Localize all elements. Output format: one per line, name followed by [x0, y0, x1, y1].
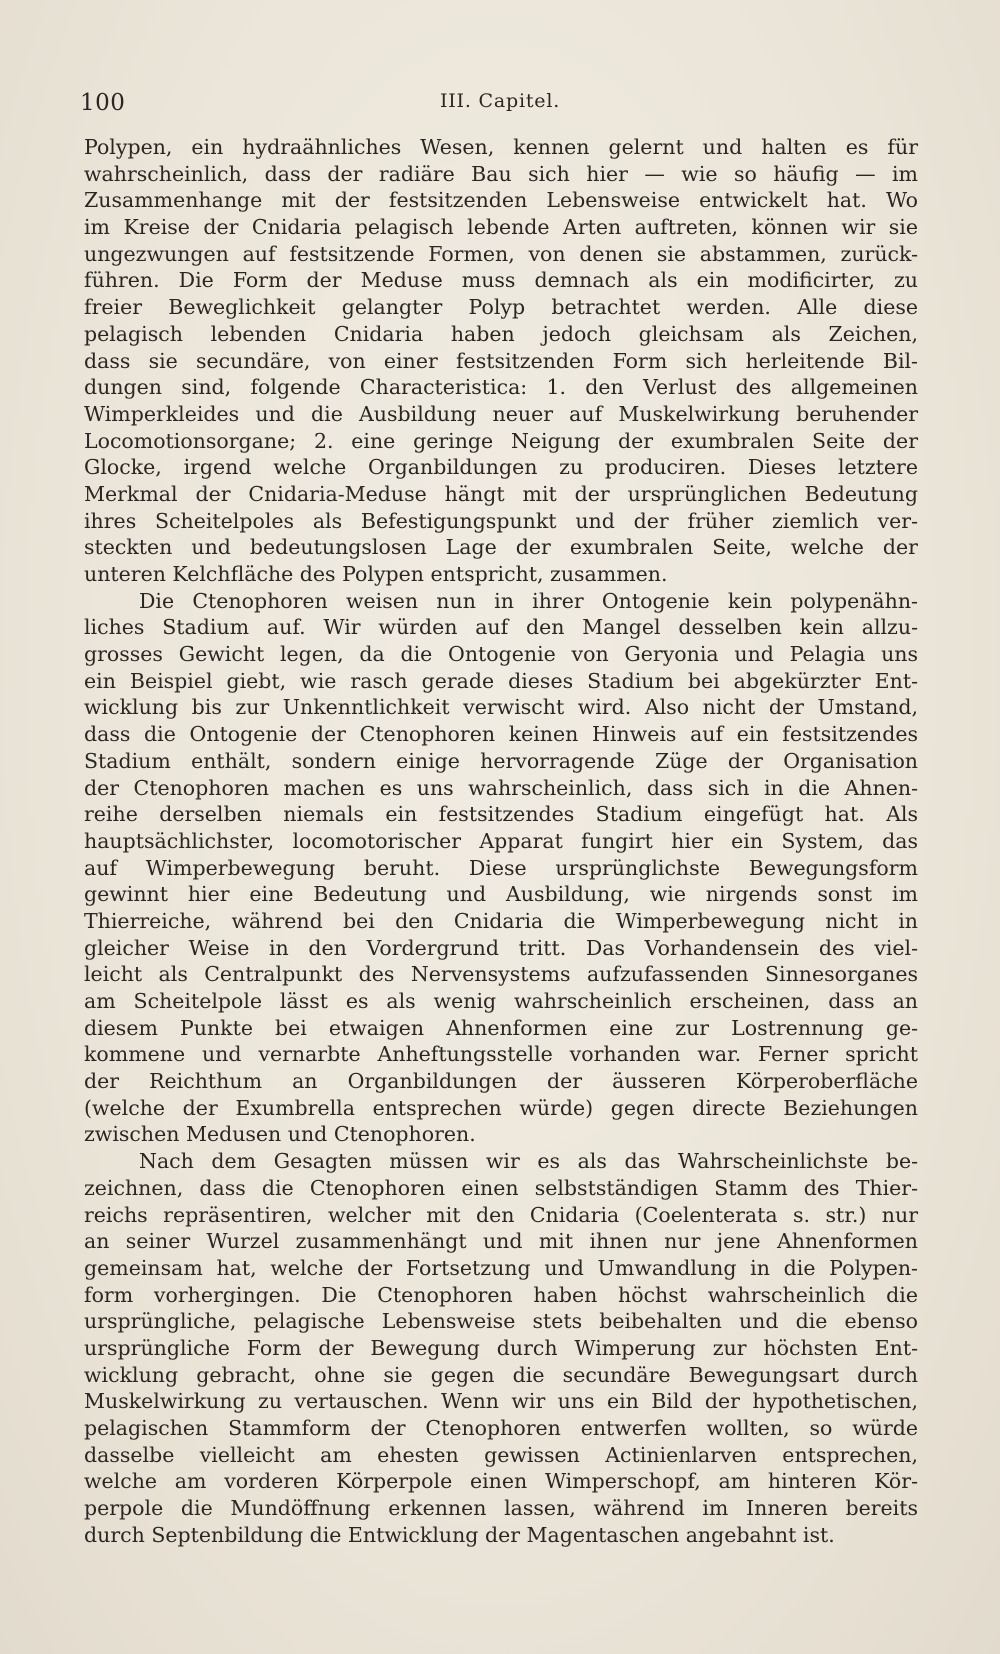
paragraph — [84, 134, 918, 588]
text-line: Muskelwirkung zu vertauschen. Wenn wir uns ein Bild der hypothetischen, — [84, 1389, 918, 1414]
text-line: im Kreise der Cnidaria pelagisch lebende Arten auftreten, können wir sie — [84, 215, 918, 240]
page-header — [80, 90, 920, 120]
paragraph — [84, 1148, 918, 1548]
page-number: 100 — [80, 90, 126, 116]
text-line: perpole die Mundöffnung erkennen lassen, während im Inneren bereits — [84, 1496, 918, 1521]
text-line: Zusammenhange mit der festsitzenden Lebensweise entwickelt hat. Wo — [84, 188, 918, 213]
text-line: Stadium enthält, sondern einige hervorragende Züge der Organisation — [84, 748, 918, 773]
text-line: freier Beweglichkeit gelangter Polyp betrachtet werden. Alle diese — [84, 295, 918, 320]
text-line: gemeinsam hat, welche der Fortsetzung und Umwandlung in die Polypen- — [84, 1255, 918, 1280]
text-line: ein Beispiel giebt, wie rasch gerade dieses Stadium bei abgekürzter Ent- — [84, 668, 918, 693]
text-line: dass die Ontogenie der Ctenophoren keinen Hinweis auf ein festsitzendes — [84, 722, 918, 747]
text-line: wahrscheinlich, dass der radiäre Bau sich hier — wie so häufig — im — [84, 161, 918, 186]
text-line: steckten und bedeutungslosen Lage der exumbralen Seite, welche der — [84, 535, 918, 560]
text-line: hauptsächlichster, locomotorischer Apparat fungirt hier ein System, das — [84, 828, 918, 853]
text-line: Merkmal der Cnidaria-Meduse hängt mit der ursprünglichen Bedeutung — [84, 481, 918, 506]
text-line: wicklung gebracht, ohne sie gegen die secundäre Bewegungsart durch — [84, 1362, 918, 1387]
text-line: gleicher Weise in den Vordergrund tritt. Das Vorhandensein des viel- — [84, 935, 918, 960]
text-line: (welche der Exumbrella entsprechen würde) gegen directe Beziehungen — [84, 1095, 918, 1120]
text-line: auf Wimperbewegung beruht. Diese ursprünglichste Bewegungsform — [84, 855, 918, 880]
text-line: an seiner Wurzel zusammenhängt und mit ihnen nur jene Ahnenformen — [84, 1229, 918, 1254]
body-text — [84, 134, 918, 1548]
text-line: diesem Punkte bei etwaigen Ahnenformen eine zur Lostrennung ge- — [84, 1015, 918, 1040]
text-line: zwischen Medusen und Ctenophoren. — [84, 1122, 476, 1147]
text-line: ihres Scheitelpoles als Befestigungspunkt und der früher ziemlich ver- — [84, 508, 918, 533]
text-line: durch Septenbildung die Entwicklung der Magentaschen angebahnt ist. — [84, 1522, 835, 1547]
text-line: Polypen, ein hydraähnliches Wesen, kennen gelernt und halten es für — [84, 135, 918, 159]
text-line: reichs repräsentiren, welcher mit den Cnidaria (Coelenterata s. str.) nur — [84, 1202, 918, 1227]
text-line: grosses Gewicht legen, da die Ontogenie von Geryonia und Pelagia uns — [84, 642, 918, 667]
text-line: dasselbe vielleicht am ehesten gewissen Actinienlarven entsprechen, — [84, 1442, 918, 1467]
text-line: form vorhergingen. Die Ctenophoren haben höchst wahrscheinlich die — [84, 1282, 918, 1307]
text-line: dass sie secundäre, von einer festsitzenden Form sich herleitende Bil- — [84, 348, 918, 373]
text-line: welche am vorderen Körperpole einen Wimperschopf, am hinteren Kör- — [84, 1469, 918, 1494]
text-line: führen. Die Form der Meduse muss demnach als ein modificirter, zu — [84, 268, 918, 293]
text-line: ungezwungen auf festsitzende Formen, von denen sie abstammen, zurück- — [84, 241, 918, 266]
text-line: wicklung bis zur Unkenntlichkeit verwischt wird. Also nicht der Umstand, — [84, 695, 918, 720]
text-line: Thierreiche, während bei den Cnidaria die Wimperbewegung nicht in — [84, 908, 918, 933]
text-line: kommene und vernarbte Anheftungsstelle vorhanden war. Ferner spricht — [84, 1042, 918, 1067]
text-line: liches Stadium auf. Wir würden auf den Mangel desselben kein allzu- — [84, 615, 918, 640]
text-line: ursprüngliche Form der Bewegung durch Wimperung zur höchsten Ent- — [84, 1335, 918, 1360]
text-line: dungen sind, folgende Characteristica: 1. den Verlust des allgemeinen — [84, 375, 918, 400]
text-line: Glocke, irgend welche Organbildungen zu produciren. Dieses letztere — [84, 455, 918, 480]
text-line: ursprüngliche, pelagische Lebensweise stets beibehalten und die ebenso — [84, 1309, 918, 1334]
running-head: III. Capitel. — [439, 90, 561, 112]
text-line: leicht als Centralpunkt des Nervensystems aufzufassenden Sinnesorganes — [84, 962, 918, 987]
text-line: pelagisch lebenden Cnidaria haben jedoch gleichsam als Zeichen, — [84, 321, 918, 346]
text-line: unteren Kelchfläche des Polypen entspricht, zusammen. — [84, 562, 668, 586]
text-line: der Reichthum an Organbildungen der äusseren Körperoberfläche — [84, 1069, 918, 1094]
text-line: reihe derselben niemals ein festsitzendes Stadium eingefügt hat. Als — [84, 802, 918, 827]
text-line: zeichnen, dass die Ctenophoren einen selbstständigen Stamm des Thier- — [84, 1175, 918, 1200]
text-line: Nach dem Gesagten müssen wir es als das Wahrscheinlichste be- — [139, 1149, 918, 1174]
paragraph — [84, 588, 918, 1148]
text-line: am Scheitelpole lässt es als wenig wahrscheinlich erscheinen, dass an — [84, 989, 918, 1013]
text-line: Locomotionsorgane; 2. eine geringe Neigung der exumbralen Seite der — [84, 428, 918, 453]
text-line: Wimperkleides und die Ausbildung neuer auf Muskelwirkung beruhender — [84, 401, 918, 426]
text-line: der Ctenophoren machen es uns wahrscheinlich, dass sich in die Ahnen- — [84, 775, 918, 800]
text-line: pelagischen Stammform der Ctenophoren entwerfen wollten, so würde — [84, 1416, 918, 1440]
text-line: Die Ctenophoren weisen nun in ihrer Ontogenie kein polypenähn- — [139, 588, 918, 613]
text-line: gewinnt hier eine Bedeutung und Ausbildung, wie nirgends sonst im — [84, 882, 918, 907]
